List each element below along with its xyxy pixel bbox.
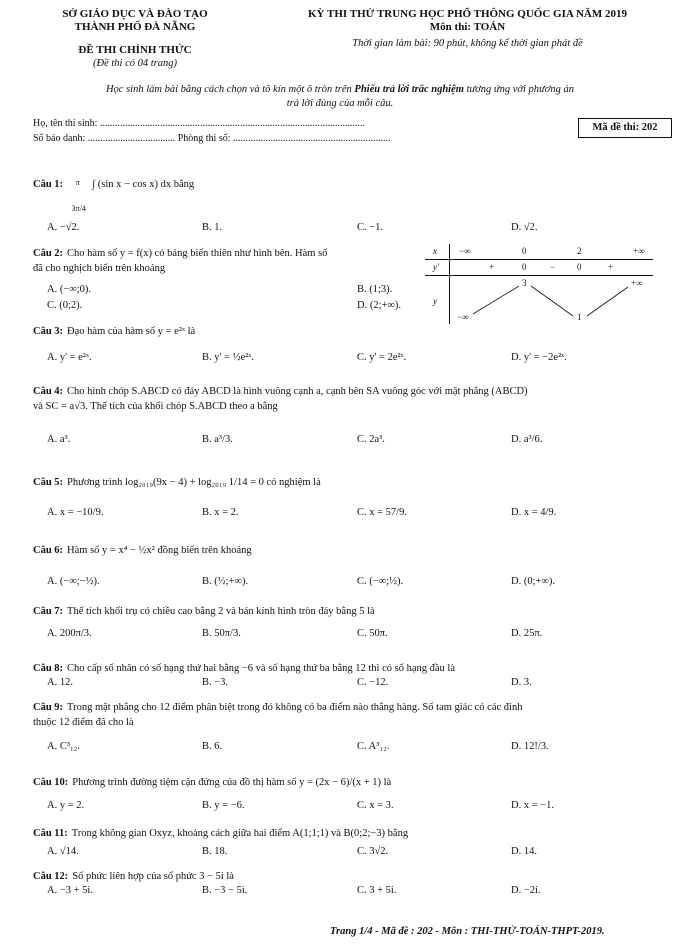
question-text: Cho hàm số y = f(x) có bảng biến thiên như hình bên. Hàm số bbox=[67, 248, 328, 259]
option-a[interactable]: A. 12. bbox=[47, 677, 73, 688]
variation-arrows bbox=[425, 244, 653, 324]
question-number: Câu 1: bbox=[33, 179, 64, 190]
option-d[interactable]: D. 14. bbox=[511, 846, 537, 857]
question-text: ∫ (sin x − cos x) dx bằng bbox=[92, 179, 195, 190]
option-b[interactable]: B. 1. bbox=[202, 222, 223, 233]
option-d[interactable]: D. x = −1. bbox=[511, 800, 555, 811]
instruction bbox=[0, 84, 680, 95]
y-value: −∞ bbox=[457, 312, 469, 322]
option-d[interactable]: D. x = 4/9. bbox=[511, 507, 557, 518]
question-11 bbox=[33, 826, 645, 841]
question-9 bbox=[33, 700, 645, 730]
question-text-2: và SC = a√3. Thể tích của khối chóp S.ABCD theo a bằng bbox=[33, 401, 278, 412]
option-c[interactable]: C. A³₁₂. bbox=[357, 741, 390, 752]
option-a[interactable]: A. −√2. bbox=[47, 222, 80, 233]
x-value: +∞ bbox=[633, 246, 645, 256]
option-a[interactable]: A. −3 + 5i. bbox=[47, 885, 93, 896]
option-c[interactable]: C. −12. bbox=[357, 677, 389, 688]
option-d[interactable]: D. y' = −2e²ˣ. bbox=[511, 352, 567, 363]
question-6 bbox=[33, 543, 645, 558]
question-number: Câu 10: bbox=[33, 777, 69, 788]
question-text-2: thuộc 12 điểm đã cho là bbox=[33, 717, 134, 728]
variation-table bbox=[425, 244, 653, 324]
question-number: Câu 2: bbox=[33, 248, 64, 259]
official-exam-label: ĐỀ THI CHÍNH THỨC bbox=[78, 44, 192, 56]
question-text: Thể tích khối trụ có chiều cao bằng 2 và bán kính hình tròn đáy bằng 5 là bbox=[67, 606, 375, 617]
option-a[interactable]: A. C³₁₂. bbox=[47, 741, 80, 752]
question-text: Số phức liên hợp của số phức 3 − 5i là bbox=[72, 871, 234, 882]
question-number: Câu 4: bbox=[33, 386, 64, 397]
question-number: Câu 9: bbox=[33, 702, 64, 713]
arrow-up bbox=[473, 286, 519, 314]
option-c[interactable]: C. (0;2). bbox=[47, 300, 83, 311]
question-5 bbox=[33, 475, 645, 490]
exam-title: KỲ THI THỬ TRUNG HỌC PHỔ THÔNG QUỐC GIA NĂM 2019 bbox=[307, 8, 628, 20]
sign: + bbox=[608, 262, 614, 272]
option-a[interactable]: A. (−∞;0). bbox=[47, 284, 92, 295]
question-text: Đạo hàm của hàm số y = e²ˣ là bbox=[67, 326, 196, 337]
option-d[interactable]: D. −2i. bbox=[511, 885, 541, 896]
sign: + bbox=[489, 262, 495, 272]
x-value: 2 bbox=[577, 246, 582, 256]
option-a[interactable]: A. a³. bbox=[47, 434, 71, 445]
option-d[interactable]: D. 3. bbox=[511, 677, 532, 688]
option-c[interactable]: C. −1. bbox=[357, 222, 384, 233]
option-b[interactable]: B. y = −6. bbox=[202, 800, 245, 811]
option-c[interactable]: C. 2a³. bbox=[357, 434, 385, 445]
option-d[interactable]: D. a³/6. bbox=[511, 434, 543, 445]
question-text-2: đã cho nghịch biến trên khoảng bbox=[33, 263, 166, 274]
dept-line-1: SỞ GIÁO DỤC VÀ ĐÀO TẠO bbox=[62, 8, 208, 20]
row-label-yprime: y' bbox=[433, 262, 439, 272]
option-c[interactable]: C. 3√2. bbox=[357, 846, 389, 857]
option-b[interactable]: B. a³/3. bbox=[202, 434, 233, 445]
option-d[interactable]: D. (0;+∞). bbox=[511, 576, 556, 587]
y-value: 1 bbox=[577, 312, 582, 322]
option-b[interactable]: B. 6. bbox=[202, 741, 223, 752]
student-id-field[interactable]: Số báo danh: ................................... Phòng thi số: ............................................................... bbox=[33, 133, 391, 144]
option-a[interactable]: A. x = −10/9. bbox=[47, 507, 104, 518]
question-2 bbox=[33, 246, 423, 276]
question-number: Câu 5: bbox=[33, 477, 64, 488]
arrow-down bbox=[531, 286, 573, 316]
question-text: Phương trình log₂₀₁₉(9x − 4) + log₂₀₁₉ 1/14 = 0 có nghiệm là bbox=[67, 477, 321, 488]
option-a[interactable]: A. y = 2. bbox=[47, 800, 85, 811]
option-b[interactable]: B. 50π/3. bbox=[202, 628, 241, 639]
question-number: Câu 3: bbox=[33, 326, 64, 337]
option-a[interactable]: A. 200π/3. bbox=[47, 628, 92, 639]
option-a[interactable]: A. y' = e²ˣ. bbox=[47, 352, 92, 363]
exam-code-label: Mã đề thi: bbox=[592, 122, 640, 133]
exam-code-box bbox=[578, 118, 672, 138]
question-10 bbox=[33, 775, 645, 790]
integral-upper-limit: π bbox=[75, 178, 80, 187]
question-4 bbox=[33, 384, 645, 414]
time-label: Thời gian làm bài: 90 phút, không kể thời gian phát đề bbox=[352, 38, 583, 49]
x-value: 0 bbox=[522, 246, 527, 256]
option-d[interactable]: D. (2;+∞). bbox=[357, 300, 402, 311]
option-d[interactable]: D. √2. bbox=[511, 222, 538, 233]
question-7 bbox=[33, 604, 645, 619]
option-d[interactable]: D. 12!/3. bbox=[511, 741, 549, 752]
question-text: Trong không gian Oxyz, khoảng cách giữa hai điểm A(1;1;1) và B(0;2;−3) bằng bbox=[71, 828, 409, 839]
page-count-note: (Đề thi có 04 trang) bbox=[93, 58, 177, 69]
question-number: Câu 8: bbox=[33, 663, 64, 674]
page-footer: Trang 1/4 - Mã đề : 202 - Môn : THI-THỬ-TOÁN-THPT-2019. bbox=[330, 926, 605, 937]
option-a[interactable]: A. √14. bbox=[47, 846, 79, 857]
option-c[interactable]: C. 50π. bbox=[357, 628, 388, 639]
question-number: Câu 7: bbox=[33, 606, 64, 617]
option-b[interactable]: B. x = 2. bbox=[202, 507, 239, 518]
option-a[interactable]: A. (−∞;−½). bbox=[47, 576, 100, 587]
option-b[interactable]: B. −3. bbox=[202, 677, 229, 688]
instruction-answer-sheet: Phiếu trả lời trắc nghiệm bbox=[354, 84, 464, 95]
option-c[interactable]: C. x = 3. bbox=[357, 800, 394, 811]
dept-line-2: THÀNH PHỐ ĐÀ NẴNG bbox=[74, 21, 196, 33]
arrow-up bbox=[587, 287, 628, 316]
question-number: Câu 6: bbox=[33, 545, 64, 556]
integral-lower-limit: 3π/4 bbox=[71, 204, 86, 213]
question-text: Phương trình đường tiệm cận đứng của đồ thị hàm số y = (2x − 6)/(x + 1) là bbox=[72, 777, 392, 788]
question-1 bbox=[33, 177, 645, 213]
question-3 bbox=[33, 324, 645, 339]
question-number: Câu 12: bbox=[33, 871, 69, 882]
sign: − bbox=[550, 262, 556, 272]
exam-code-value: 202 bbox=[641, 122, 658, 133]
instruction-part-a: Học sinh làm bài bằng cách chọn và tô kín một ô tròn trên bbox=[105, 84, 355, 95]
student-name-field[interactable]: Họ, tên thí sinh: .......................................................................................................... bbox=[33, 118, 365, 129]
option-c[interactable]: C. y' = 2e²ˣ. bbox=[357, 352, 407, 363]
y-value: +∞ bbox=[631, 278, 643, 288]
option-b[interactable]: B. 18. bbox=[202, 846, 228, 857]
question-number: Câu 11: bbox=[33, 828, 68, 839]
question-8 bbox=[33, 661, 645, 676]
option-b[interactable]: B. y' = ½e²ˣ. bbox=[202, 352, 254, 363]
question-text: Cho cấp số nhân có số hạng thứ hai bằng −6 và số hạng thứ ba bằng 12 thì có số hạng đầu là bbox=[67, 663, 455, 674]
x-value: −∞ bbox=[459, 246, 471, 256]
question-text: Trong mặt phẳng cho 12 điểm phân biệt trong đó không có ba điểm nào thẳng hàng. Số tam giác có các đỉnh bbox=[67, 702, 523, 713]
question-text: Cho hình chóp S.ABCD có đáy ABCD là hình vuông cạnh a, cạnh bên SA vuông góc với mặt phẳng (ABCD) bbox=[67, 386, 528, 397]
option-d[interactable]: D. 25π. bbox=[511, 628, 543, 639]
row-label-y: y bbox=[433, 296, 437, 306]
option-c[interactable]: C. x = 57/9. bbox=[357, 507, 407, 518]
option-c[interactable]: C. (−∞;½). bbox=[357, 576, 404, 587]
instruction-part-c: tương ứng với phương án bbox=[463, 84, 575, 95]
option-b[interactable]: B. (1;3). bbox=[357, 284, 393, 295]
row-label-x: x bbox=[433, 246, 437, 256]
option-c[interactable]: C. 3 + 5i. bbox=[357, 885, 397, 896]
sign: 0 bbox=[577, 262, 582, 272]
question-12 bbox=[33, 869, 645, 884]
instruction-line-2: trả lời đúng của mỗi câu. bbox=[286, 98, 394, 109]
question-text: Hàm số y = x⁴ − ½x² đồng biến trên khoảng bbox=[67, 545, 252, 556]
option-b[interactable]: B. −3 − 5i. bbox=[202, 885, 248, 896]
option-b[interactable]: B. (½;+∞). bbox=[202, 576, 249, 587]
sign: 0 bbox=[522, 262, 527, 272]
subject-label: Môn thi: TOÁN bbox=[429, 21, 506, 33]
y-value: 3 bbox=[522, 278, 527, 288]
